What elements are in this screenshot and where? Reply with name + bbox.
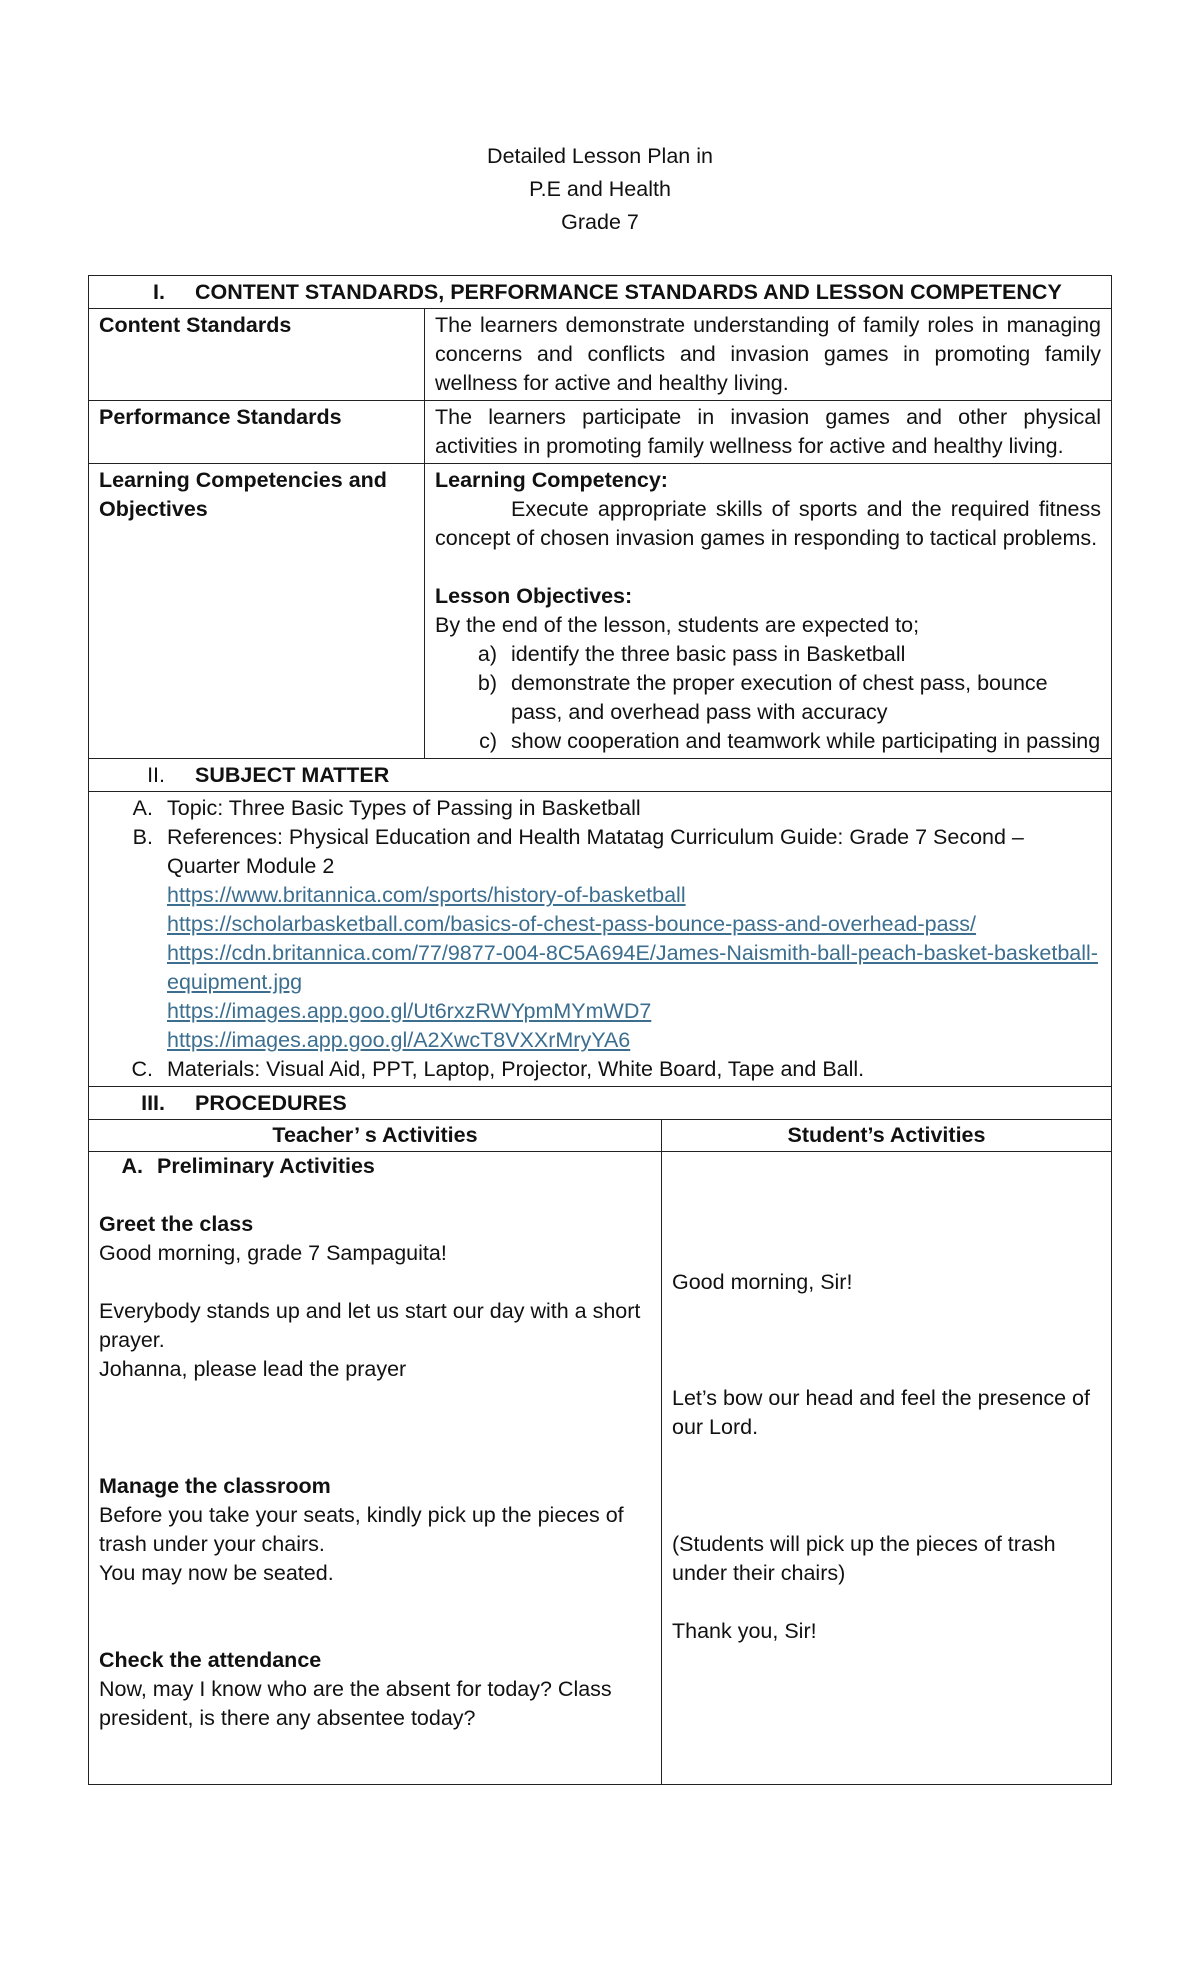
competencies-cell [425, 464, 1111, 758]
manage-text: Before you take your seats, kindly pick up the pieces of trash under your chairs. [99, 1503, 624, 1556]
list-item [435, 640, 1101, 669]
competencies-row [89, 463, 1111, 758]
subject-matter-body [89, 791, 1111, 1086]
content-standards-text: The learners demonstrate understanding of family roles in managing concerns and conflicts and invasion games in promoting family wellness for active and healthy living. [435, 313, 1101, 395]
reference-link-5[interactable]: https://images.app.goo.gl/A2XwcT8VXXrMryYA6 [167, 1028, 631, 1052]
performance-standards-row [89, 400, 1111, 463]
student-trash-text: (Students will pick up the pieces of trash under their chairs) [672, 1532, 1056, 1585]
reference-link-2[interactable]: https://scholarbasketball.com/basics-of-chest-pass-bounce-pass-and-overhead-pass/ [167, 912, 977, 936]
preliminary-title: Preliminary Activities [157, 1154, 375, 1178]
objective-text: identify the three basic pass in Basketball [511, 642, 906, 666]
student-prayer-text: Let’s bow our head and feel the presence of our Lord. [672, 1386, 1090, 1439]
lesson-plan-table [88, 275, 1112, 1785]
list-item [435, 727, 1101, 756]
materials-marker: C. [131, 1057, 153, 1081]
references-text: References: Physical Education and Health Matatag Curriculum Guide: Grade 7 Second – Quarter Module 2 [167, 825, 1024, 878]
section-2-number: II. [147, 763, 165, 787]
objective-text: show cooperation and teamwork while participating in passing [511, 729, 1101, 753]
reference-link-4[interactable]: https://images.app.goo.gl/Ut6rxzRWYpmMYmWD7 [167, 999, 652, 1023]
preliminary-activities-heading [99, 1152, 651, 1181]
title-line-1: Detailed Lesson Plan in [487, 144, 713, 168]
performance-standards-label: Performance Standards [89, 401, 425, 463]
procedures-body [89, 1151, 1111, 1784]
references-marker: B. [132, 825, 153, 849]
content-standards-label: Content Standards [89, 309, 425, 400]
objectives-heading: Lesson Objectives: [435, 584, 633, 608]
references-content [167, 823, 1101, 1055]
teacher-activities-header: Teacher’ s Activities [89, 1120, 662, 1151]
preliminary-marker: A. [121, 1154, 143, 1178]
objective-text: demonstrate the proper execution of chest pass, bounce pass, and overhead pass with accuracy [511, 671, 1048, 724]
topic-marker: A. [132, 796, 153, 820]
content-standards-row [89, 308, 1111, 400]
prayer-text: Johanna, please lead the prayer [99, 1357, 407, 1381]
student-activities-header: Student’s Activities [787, 1123, 986, 1147]
objective-marker: c) [479, 729, 497, 753]
section-2-header [89, 758, 1111, 791]
document-title [0, 140, 1200, 239]
list-item [435, 669, 1101, 727]
materials-text: Materials: Visual Aid, PPT, Laptop, Projector, White Board, Tape and Ball. [167, 1057, 865, 1081]
performance-standards-text: The learners participate in invasion games and other physical activities in promoting family wellness for active and healthy living. [435, 405, 1101, 458]
objectives-intro: By the end of the lesson, students are expected to; [435, 613, 920, 637]
procedures-column-headers [89, 1119, 1111, 1151]
section-2-title: SUBJECT MATTER [195, 763, 390, 787]
greet-text: Good morning, grade 7 Sampaguita! [99, 1241, 447, 1265]
manage-heading: Manage the classroom [99, 1474, 331, 1498]
teacher-activities-column [89, 1152, 662, 1784]
stand-text: Everybody stands up and let us start our day with a short prayer. [99, 1299, 641, 1352]
topic-item [99, 794, 1101, 823]
student-thanks-text: Thank you, Sir! [672, 1619, 817, 1643]
competencies-label: Learning Competencies and Objectives [89, 464, 425, 758]
section-3-number: III. [141, 1091, 165, 1115]
reference-link-3[interactable]: https://cdn.britannica.com/77/9877-004-8C5A694E/James-Naismith-ball-peach-basket-basketball-equipment.jpg [167, 941, 1098, 994]
section-1-header [89, 276, 1111, 308]
section-1-title: CONTENT STANDARDS, PERFORMANCE STANDARDS AND LESSON COMPETENCY [195, 280, 1062, 304]
title-line-3: Grade 7 [561, 210, 639, 234]
topic-text: Topic: Three Basic Types of Passing in Basketball [167, 796, 641, 820]
student-activities-column [662, 1152, 1111, 1784]
section-3-title: PROCEDURES [195, 1091, 347, 1115]
section-3-header [89, 1086, 1111, 1119]
seated-text: You may now be seated. [99, 1561, 334, 1585]
title-line-2: P.E and Health [529, 177, 671, 201]
reference-link-1[interactable]: https://www.britannica.com/sports/history-of-basketball [167, 883, 686, 907]
objective-marker: a) [477, 642, 497, 666]
greet-heading: Greet the class [99, 1212, 254, 1236]
materials-item [99, 1055, 1101, 1084]
attendance-text: Now, may I know who are the absent for today? Class president, is there any absentee today? [99, 1677, 612, 1730]
attendance-heading: Check the attendance [99, 1648, 322, 1672]
competency-heading: Learning Competency: [435, 468, 668, 492]
objective-marker: b) [477, 671, 497, 695]
references-item [99, 823, 1101, 1055]
competency-text: Execute appropriate skills of sports and the required fitness concept of chosen invasion games in responding to tactical problems. [435, 497, 1101, 550]
objectives-list [435, 640, 1101, 756]
student-greet-text: Good morning, Sir! [672, 1270, 853, 1294]
section-1-number: I. [153, 280, 165, 304]
